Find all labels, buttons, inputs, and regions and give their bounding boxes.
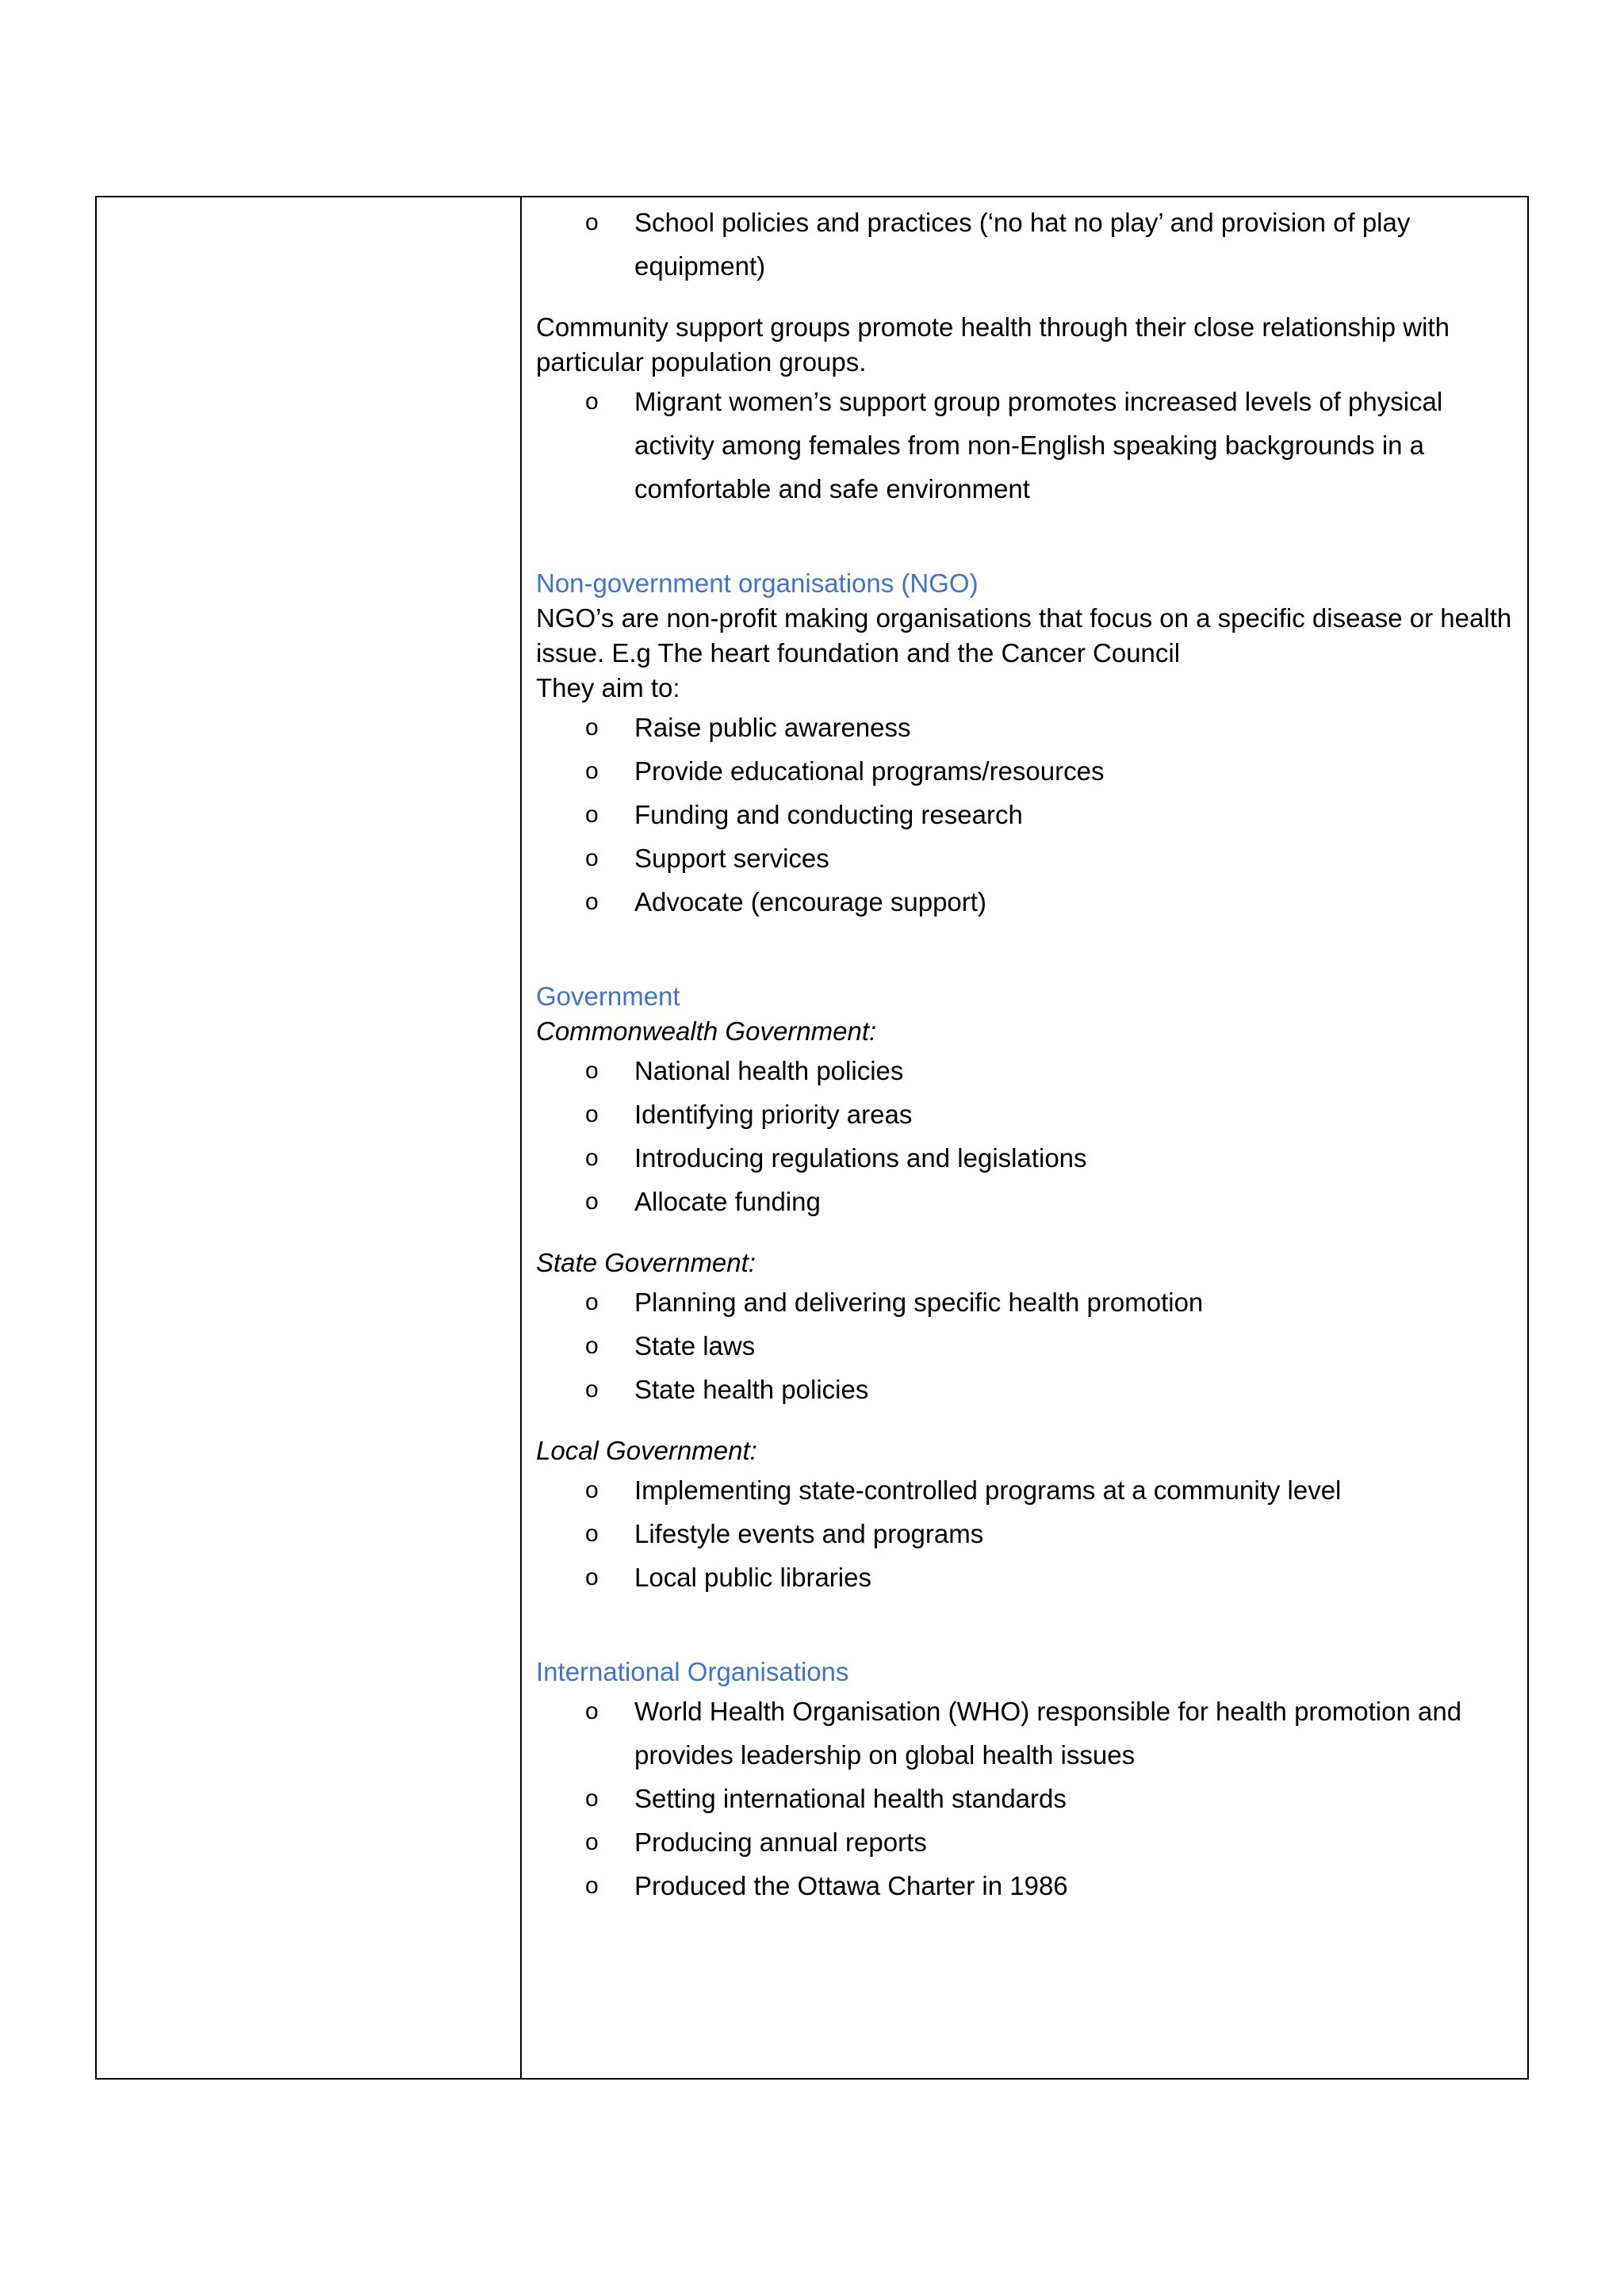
international-list (536, 1689, 1513, 1908)
ngo-aim: They aim to: (536, 673, 680, 702)
bullet-glyph: o (585, 1101, 599, 1127)
bullet-glyph: o (585, 1333, 599, 1359)
right-column (522, 197, 1527, 2078)
left-column (97, 197, 522, 2078)
bullet-glyph: o (585, 1873, 599, 1899)
intro-list (536, 201, 1513, 288)
bullet-glyph: o (585, 209, 599, 235)
bullet-glyph: o (585, 1188, 599, 1215)
list-item: o Funding and conducting research (536, 793, 1513, 836)
list-item: o Identifying priority areas (536, 1093, 1513, 1136)
list-item: o Introducing regulations and legislations (536, 1136, 1513, 1180)
list-item: o School policies and practices (‘no hat no play’ and provision of play equipment) (536, 201, 1513, 288)
ngo-paragraph: NGO’s are non-profit making organisations that focus on a specific disease or health issue. E.g The heart foundation and the Cancer Council (536, 603, 1512, 668)
list-item: o Provide educational programs/resources (536, 749, 1513, 793)
list-item: o National health policies (536, 1049, 1513, 1093)
list-item: o Advocate (encourage support) (536, 880, 1513, 924)
ngo-list (536, 706, 1513, 924)
list-item: o Producing annual reports (536, 1820, 1513, 1864)
bullet-glyph: o (585, 714, 599, 740)
bullet-glyph: o (585, 758, 599, 784)
bullet-glyph: o (585, 1785, 599, 1812)
bullet-glyph: o (585, 1058, 599, 1084)
bullet-glyph: o (585, 1289, 599, 1315)
bullet-glyph: o (585, 388, 599, 415)
bullet-glyph: o (585, 1564, 599, 1590)
international-heading: International Organisations (536, 1657, 849, 1686)
list-item: o World Health Organisation (WHO) responsible for health promotion and provides leadership on global health issues (536, 1689, 1513, 1777)
ngo-heading: Non-government organisations (NGO) (536, 568, 979, 598)
list-item: o Migrant women’s support group promotes increased levels of physical activity among females from non-English speaking backgrounds in a comfortable and safe environment (536, 380, 1513, 511)
list-item: o State laws (536, 1324, 1513, 1368)
commonwealth-label: Commonwealth Government: (536, 1016, 877, 1046)
bullet-glyph: o (585, 1521, 599, 1547)
bullet-glyph: o (585, 1829, 599, 1855)
state-label: State Government: (536, 1248, 756, 1277)
government-heading: Government (536, 982, 680, 1011)
state-list (536, 1280, 1513, 1411)
local-list (536, 1468, 1513, 1599)
bullet-glyph: o (585, 845, 599, 871)
list-item: o Support services (536, 836, 1513, 880)
bullet-glyph: o (585, 1477, 599, 1503)
community-list (536, 380, 1513, 511)
content-table (95, 196, 1529, 2080)
bullet-glyph: o (585, 1376, 599, 1402)
list-item: o Lifestyle events and programs (536, 1512, 1513, 1556)
bullet-glyph: o (585, 889, 599, 915)
list-item: o Raise public awareness (536, 706, 1513, 749)
list-item: o Setting international health standards (536, 1777, 1513, 1820)
list-item: o Allocate funding (536, 1180, 1513, 1223)
bullet-glyph: o (585, 1698, 599, 1724)
community-paragraph: Community support groups promote health through their close relationship with particular population groups. (536, 312, 1450, 377)
list-item: o Planning and delivering specific health promotion (536, 1280, 1513, 1324)
list-item: o Local public libraries (536, 1556, 1513, 1599)
list-item: o Implementing state-controlled programs at a community level (536, 1468, 1513, 1512)
document-body (536, 201, 1513, 1908)
local-label: Local Government: (536, 1436, 757, 1465)
list-item: o State health policies (536, 1368, 1513, 1411)
bullet-glyph: o (585, 802, 599, 828)
commonwealth-list (536, 1049, 1513, 1223)
list-item: o Produced the Ottawa Charter in 1986 (536, 1864, 1513, 1908)
bullet-glyph: o (585, 1145, 599, 1171)
